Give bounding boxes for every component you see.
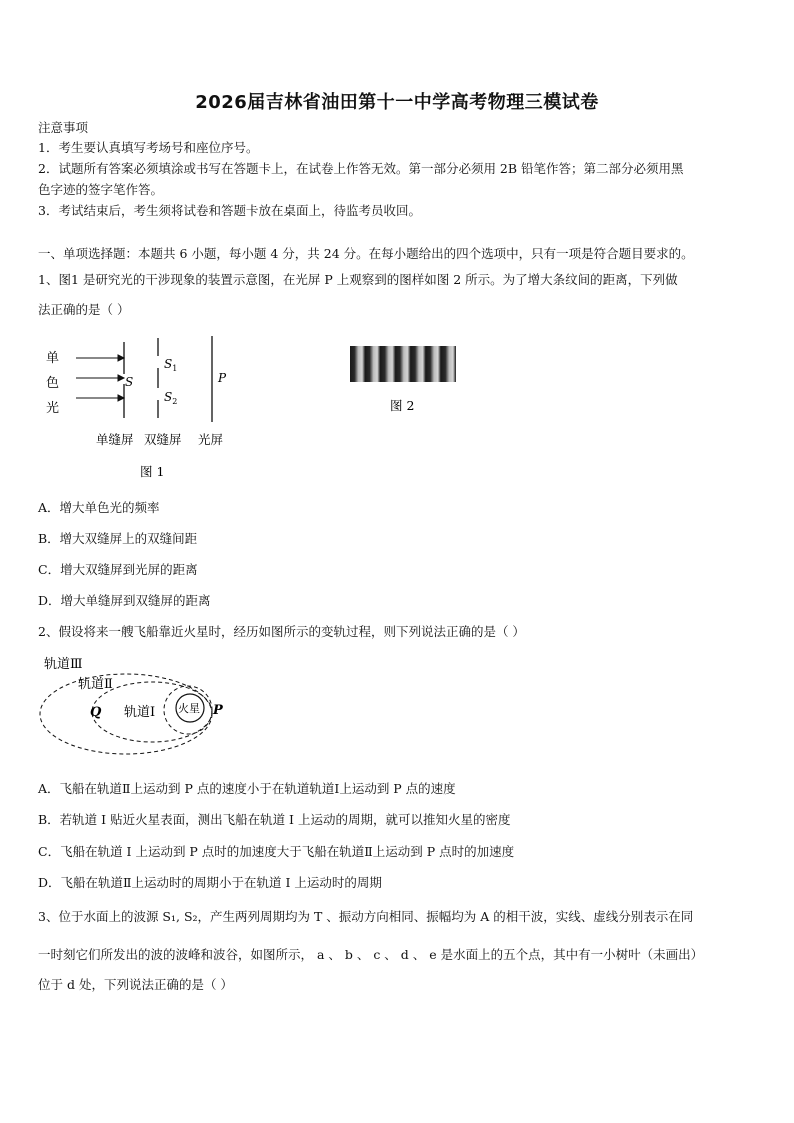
q-point-label: Q [90, 705, 102, 720]
q2-option-a: A．飞船在轨道Ⅱ上运动到 P 点的速度小于在轨道轨道Ⅰ上运动到 P 点的速度 [38, 781, 456, 796]
light-char-3: 光 [46, 401, 60, 416]
fringe-stripe [426, 346, 441, 382]
q1-option-c: C．增大双缝屏到光屏的距离 [38, 562, 198, 577]
light-char-2: 色 [46, 376, 60, 391]
single-slit-screen-label: 单缝屏 [96, 432, 134, 447]
light-arrows [76, 355, 124, 401]
section-1-heading: 一、单项选择题：本题共 6 小题，每小题 4 分，共 24 分。在每小题给出的四个选项中，只有一项是符合题目要求的。 [38, 246, 694, 261]
light-screen-label: 光屏 [198, 432, 224, 447]
orbit-3-label: 轨道Ⅲ [44, 657, 83, 672]
fringe-pattern [350, 346, 456, 382]
fringe-stripe [441, 346, 456, 382]
figure-1-double-slit [40, 330, 240, 482]
double-slit-screen-label: 双缝屏 [144, 432, 182, 447]
orbit-1-label: 轨道Ⅰ [124, 705, 156, 720]
question-3-stem-cont-1: 一时刻它们所发出的波的波峰和波谷，如图所示， a 、 b 、 c 、 d 、 e 是水面上的五个点，其中有一小树叶（未画出） [38, 947, 704, 962]
light-char-1: 单 [46, 351, 60, 366]
mars-label: 火星 [178, 702, 200, 715]
page-title: 2026届吉林省油田第十一中学高考物理三模试卷 [195, 92, 599, 113]
q2-option-d: D．飞船在轨道Ⅱ上运动时的周期小于在轨道 I 上运动时的周期 [38, 875, 382, 890]
figure-2-fringes [348, 344, 458, 416]
question-1-stem-cont: 法正确的是（ ） [38, 302, 130, 317]
q1-option-d: D．增大单缝屏到双缝屏的距离 [38, 593, 211, 608]
s-label: S [125, 375, 134, 389]
fringe-stripe [380, 346, 395, 382]
notice-item-2-cont: 色字迹的签字笔作答。 [38, 182, 164, 197]
fringe-stripe [395, 346, 410, 382]
q1-option-b: B．增大双缝屏上的双缝间距 [38, 531, 198, 546]
question-1-stem: 1、图1 是研究光的干涉现象的装置示意图，在光屏 P 上观察到的图样如图 2 所示。为了增大条纹间的距离，下列做 [38, 272, 678, 287]
figure-2-caption: 图 2 [390, 398, 415, 413]
fringe-stripe [350, 346, 365, 382]
notice-item-2: 2．试题所有答案必须填涂或书写在答题卡上，在试卷上作答无效。第一部分必须用 2B 铅笔作答；第二部分必须用黑 [38, 161, 684, 176]
notice-item-1: 1．考生要认真填写考场号和座位序号。 [38, 140, 259, 155]
p-label: P [218, 371, 227, 385]
orbit-2-label: 轨道Ⅱ [78, 677, 113, 692]
fringe-stripe [365, 346, 380, 382]
p-point-label: P [213, 703, 223, 718]
q1-option-a: A．增大单色光的频率 [38, 500, 160, 515]
q2-option-b: B．若轨道 I 贴近火星表面，测出飞船在轨道 I 上运动的周期，就可以推知火星的密度 [38, 812, 511, 827]
figure-1-caption: 图 1 [140, 464, 165, 479]
s1-label: $S_1$ [164, 357, 178, 373]
notice-item-3: 3．考试结束后，考生须将试卷和答题卡放在桌面上，待监考员收回。 [38, 203, 421, 218]
q2-option-c: C．飞船在轨道 I 上运动到 P 点时的加速度大于飞船在轨道Ⅱ上运动到 P 点时的加速度 [38, 844, 515, 859]
question-2-stem: 2、假设将来一艘飞船靠近火星时，经历如图所示的变轨过程，则下列说法正确的是（ ） [38, 624, 525, 639]
fringe-stripe [411, 346, 426, 382]
s2-label: $S_2$ [164, 390, 178, 406]
notice-heading: 注意事项 [38, 120, 89, 135]
figure-orbits [38, 654, 238, 766]
question-3-stem: 3、位于水面上的波源 S₁, S₂，产生两列周期均为 T 、振动方向相同、振幅均为 A 的相干波，实线、虚线分别表示在同 [38, 909, 694, 924]
question-3-stem-cont-2: 位于 d 处，下列说法正确的是（ ） [38, 977, 233, 992]
